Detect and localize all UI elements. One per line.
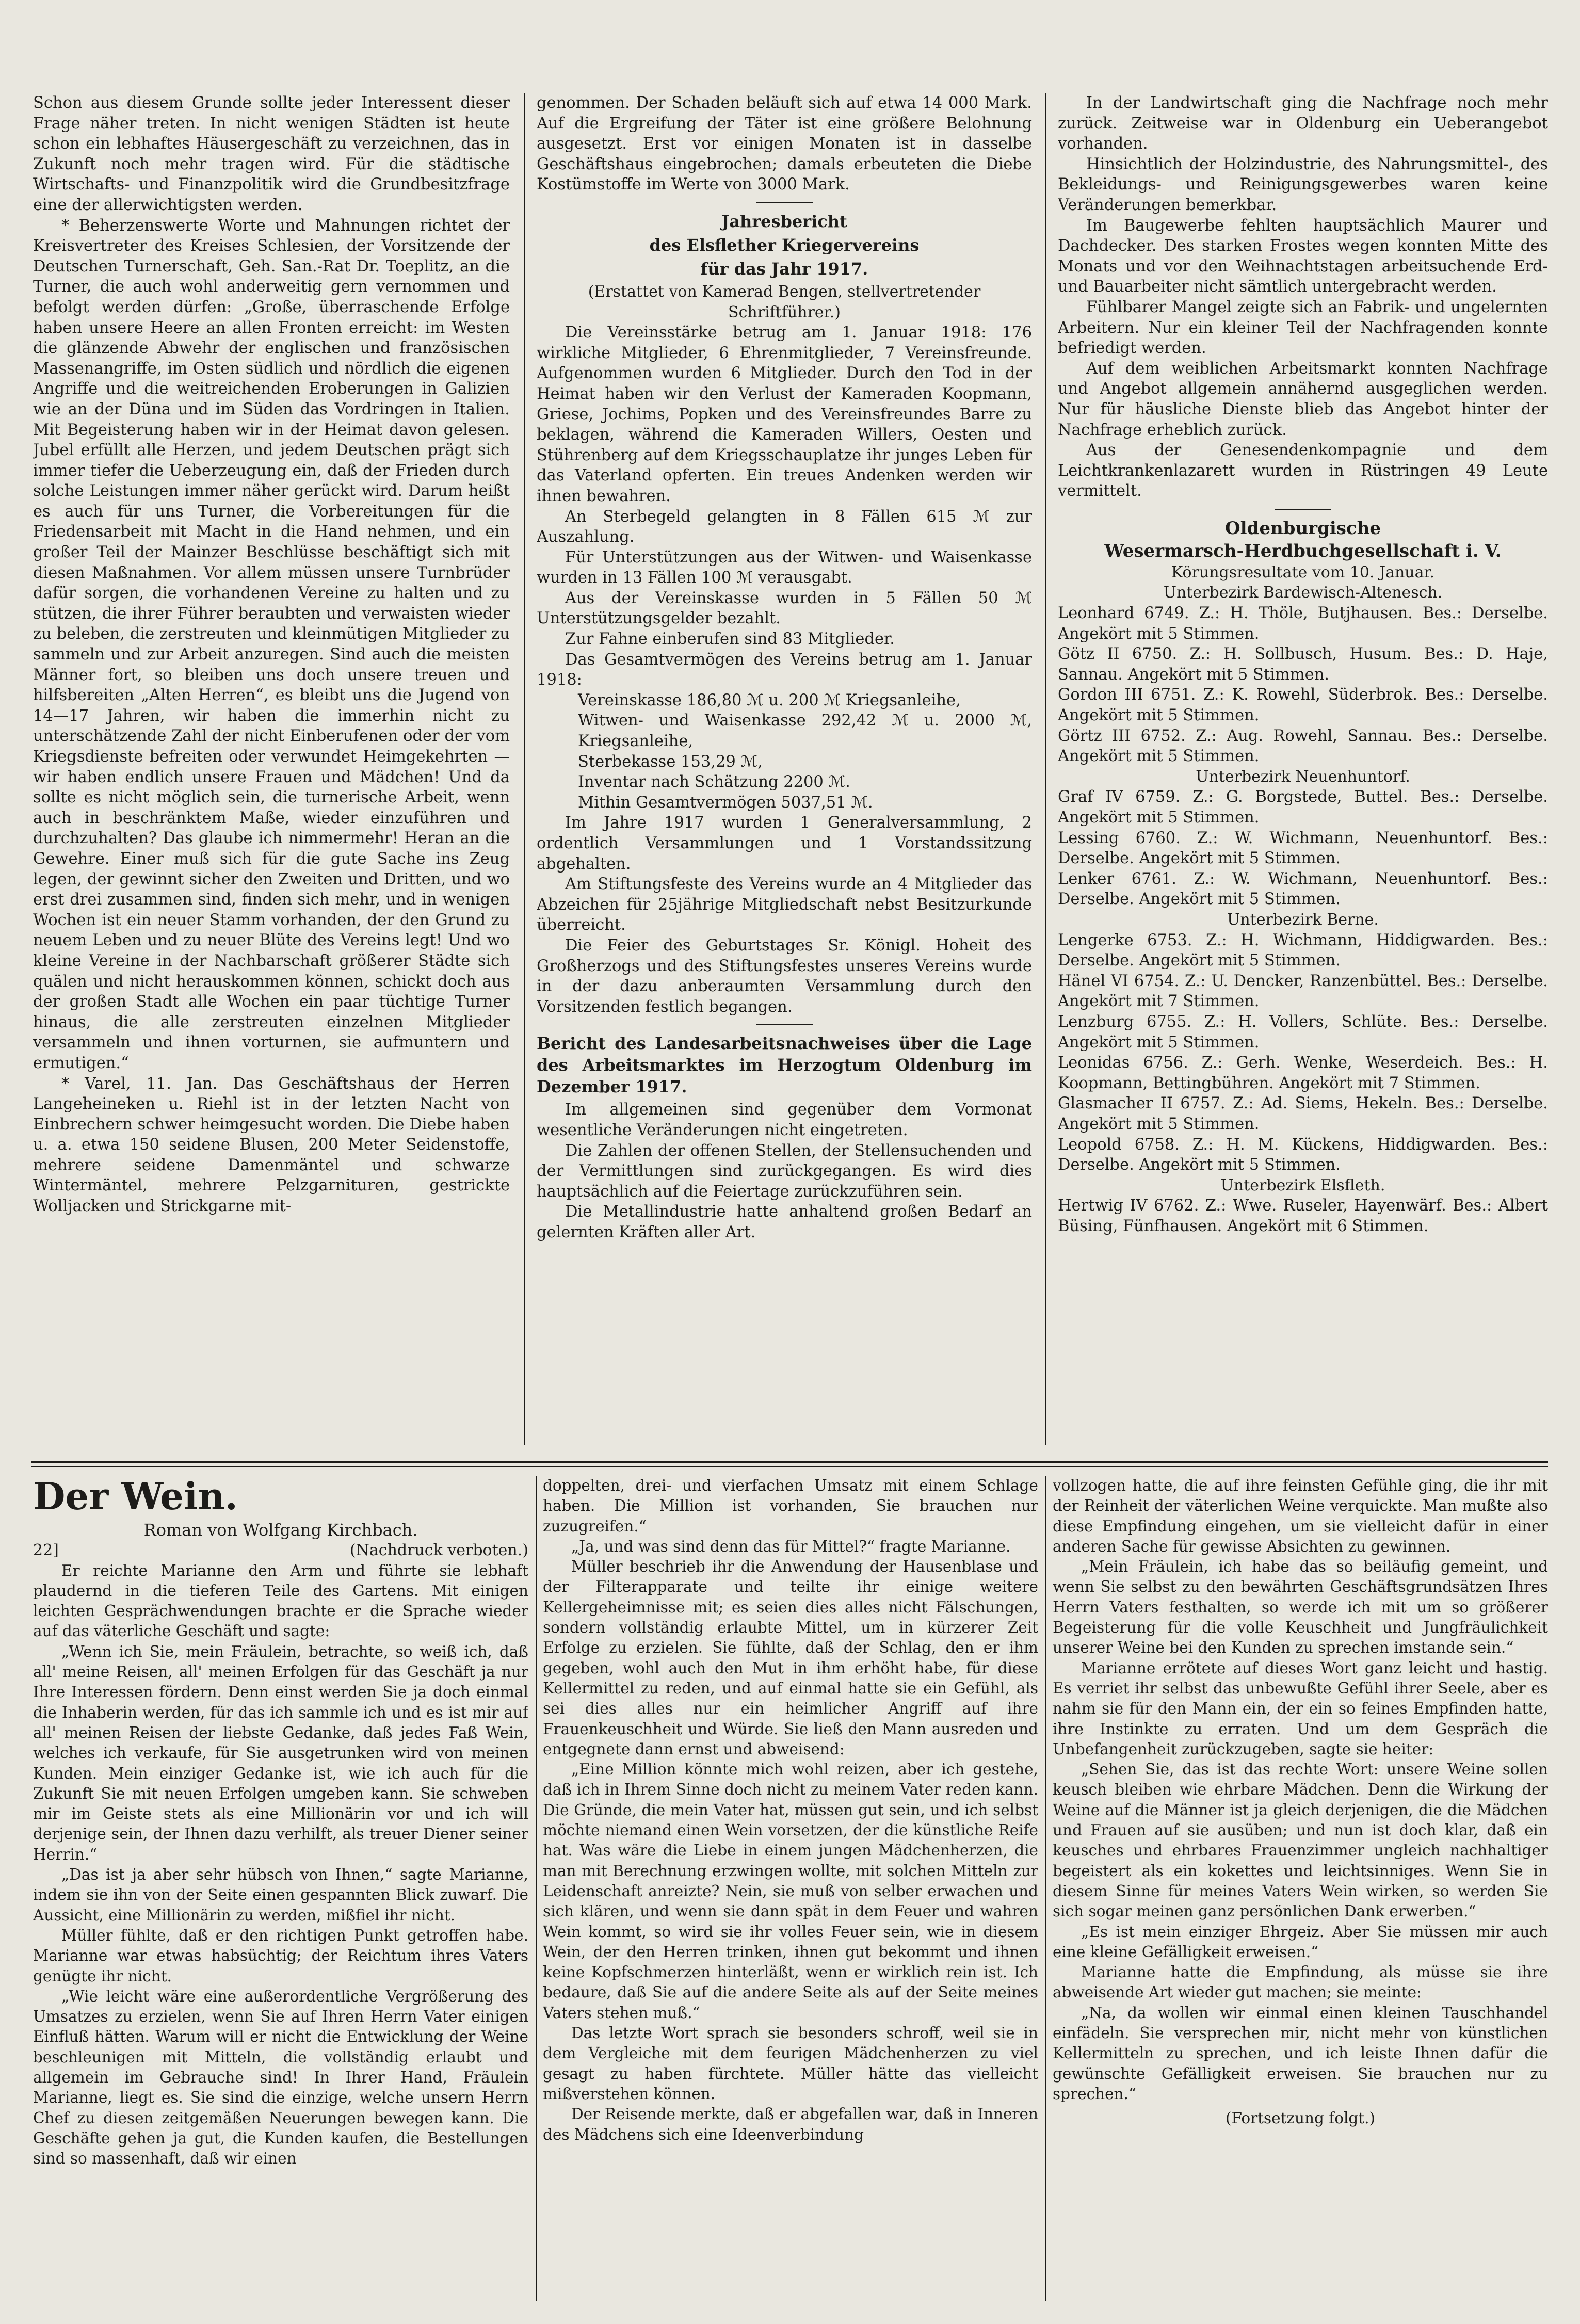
- herd-entry: Hertwig IV 6762. Z.: Wwe. Ruseler, Hayenwärf. Bes.: Albert Büsing, Fünfhausen. Angekört mit 6 Stimmen.: [1058, 1197, 1548, 1235]
- novel-paragraph: Müller beschrieb ihr die Anwendung der Hausenblase und der Filterapparate und teilte ihr einige weitere Kellergeheimnisse mit; es seien dies alles nicht Fälschungen, sondern vollständig erlaubte Mittel, um in kürzerer Zeit Erfolge zu erzielen. Sie fühlte, daß der Schlag, den er ihm gegeben, wohl auch den Mut in ihm erhöht habe, für diese Kellermittel zu reden, und auf einmal hatte sie ein Gefühl, als sei dies alles nur ein heimlicher Angriff auf ihre Frauenkeuschheit und Würde. Sie ließ den Mann ausreden und entgegnete dann ernst und abweisend:: [543, 1558, 1038, 1758]
- novel-paragraph: „Wenn ich Sie, mein Fräulein, betrachte, so weiß ich, daß all' meine Reisen, all' meinen Erfolgen für das Geschäft ja nur Ihre Interessen fördern. Denn einst werden Sie ja doch einmal die Inhaberin werden, für das ich sammle ich und es ist mir auf all' meinen Reisen der liebste Gedanke, daß jedes Faß Wein, welches ich verkaufe, für Sie ausgetrunken wird von meinen Kunden. Mein einziger Gedanke ist, wie ich auch für die Zukunft Sie mit neuen Erfolgen umgeben kann. Sie schweben mir im Geiste stets als eine Millionärin vor und ich will derjenige sein, der Ihnen dazu verhilft, als treuer Diener seiner Herrin.“: [33, 1642, 528, 1863]
- novel-paragraph: „Mein Fräulein, ich habe das so beiläufig gemeint, und wenn Sie selbst zu den bewährten Geschäftsgrundsätzen Ihres Herrn Vaters festhalten, so werde ich mit um so größerer Begeisterung für die volle Keuschheit und Jungfräulichkeit unserer Weine bei den Kunden zu sprechen imstande sein.“: [1053, 1558, 1548, 1657]
- novel-paragraph: Marianne hatte die Empfindung, als müsse sie ihre abweisende Art wieder gut machen; sie meinte:: [1053, 1963, 1548, 2002]
- novel-paragraph: „Es ist mein einziger Ehrgeiz. Aber Sie müssen mir auch eine kleine Gefälligkeit erweisen.“: [1053, 1923, 1548, 1961]
- article-paragraph: * Varel, 11. Jan. Das Geschäftshaus der Herren Langeheineken u. Riehl ist in der letzten Nacht von Einbrechern schwer heimgesucht worden. Die Diebe haben u. a. etwa 150 seidene Blusen, 200 Meter Seidenstoffe, mehrere seidene Damenmäntel und schwarze Wintermäntel, mehrere Pelzgarnituren, gestrickte Wolljacken und Strickgarne mit-: [33, 1074, 510, 1216]
- article-paragraph: genommen. Der Schaden beläuft sich auf etwa 14 000 Mark. Auf die Ergreifung der Täter ist eine größere Belohnung ausgesetzt. Erst vor einigen Monaten ist in dasselbe Geschäftshaus eingebrochen; damals erbeuteten die Diebe Kostümstoffe im Werte von 3000 Mark.: [537, 94, 1032, 194]
- novel-paragraph: vollzogen hatte, die auf ihre feinsten Gefühle ging, die ihr mit der Reinheit der väterlichen Weine verquickte. Man mußte also diese Empfindung eingehen, um sie vielleicht dafür in einer anderen Sache für gewisse Absichten zu gewinnen.: [1053, 1477, 1548, 1555]
- novel-paragraph: „Wie leicht wäre eine außerordentliche Vergrößerung des Umsatzes zu erzielen, wenn Sie auf Ihren Herrn Vater einigen Einfluß hätten. Warum will er nicht die Entwicklung der Weine beschleunigen mit Mitteln, die vollständig erlaubt und allgemein im Gebrauche sind! In Ihrer Hand, Fräulein Marianne, liegt es. Sie sind die einzige, welche unsern Herrn Chef zu diesen zeitgemäßen Neuerungen bewegen kann. Die Geschäfte gehen ja gut, die Kunden kaufen, die Bestellungen sind so massenhaft, daß wir einen: [33, 1987, 528, 2168]
- column-2: [537, 93, 1032, 1434]
- article-paragraph: Auf dem weiblichen Arbeitsmarkt konnten Nachfrage und Angebot allgemein annähernd ausgeglichen werden. Nur für häusliche Dienste blieb das Angebot hinter der Nachfrage erheblich zurück.: [1058, 359, 1548, 439]
- article-paragraph: Für Unterstützungen aus der Witwen- und Waisenkasse wurden in 13 Fällen 100 ℳ verausgabt.: [537, 548, 1032, 587]
- asset-item: Vereinskasse 186,80 ℳ u. 200 ℳ Kriegsanleihe,: [578, 691, 961, 709]
- article-paragraph: An Sterbegeld gelangten in 8 Fällen 615 ℳ zur Auszahlung.: [537, 507, 1032, 546]
- section-heading: Unterbezirk Elsfleth.: [1220, 1176, 1385, 1195]
- column-divider: [1045, 93, 1046, 1445]
- column-divider: [1045, 1476, 1046, 2301]
- herd-entry: Götz II 6750. Z.: H. Sollbusch, Husum. Bes.: D. Haje, Sannau. Angekört mit 5 Stimmen.: [1058, 645, 1548, 684]
- report-title-line: für das Jahr 1917.: [700, 259, 868, 279]
- article-paragraph: Fühlbarer Mangel zeigte sich an Fabrik- und ungelernten Arbeitern. Nur ein kleiner Teil der Nachfragenden konnte befriedigt werden.: [1058, 298, 1548, 358]
- herd-entry: Lengerke 6753. Z.: H. Wichmann, Hiddigwarden. Bes.: Derselbe. Angekört mit 5 Stimmen.: [1058, 931, 1548, 970]
- article-paragraph: Die Vereinsstärke betrug am 1. Januar 1918: 176 wirkliche Mitglieder, 6 Ehrenmitglieder, 7 Vereinsfreunde. Aufgenommen wurden 6 Mitglieder. Durch den Tod in der Heimat haben wir den Verlust der Kameraden Koopmann, Griese, Jochims, Popken und des Vereinsfreundes Barre zu beklagen, während die Kameraden Willers, Oesten und Stührenberg auf dem Kriegsschauplatze ihr junges Leben für das Vaterland opferten. Ein treues Andenken werden wir ihnen bewahren.: [537, 324, 1032, 505]
- article-paragraph: Die Zahlen der offenen Stellen, der Stellensuchenden und der Vermittlungen sind zurückgegangen. Es wird dies hauptsächlich auf die Feiertage zurückzuführen sein.: [537, 1141, 1032, 1201]
- article-paragraph: Im Jahre 1917 wurden 1 Generalversammlung, 2 ordentlich Versammlungen und 1 Vorstandssitzung abgehalten.: [537, 814, 1032, 873]
- article-paragraph: Aus der Vereinskasse wurden in 5 Fällen 50 ℳ Unterstützungsgelder bezahlt.: [537, 589, 1032, 628]
- article-paragraph: Hinsichtlich der Holzindustrie, des Nahrungsmittel-, des Bekleidungs- und Reinigungsgewerbes waren keine Veränderungen bemerkbar.: [1058, 155, 1548, 214]
- herd-title-line: Wesermarsch-Herdbuchgesellschaft i. V.: [1104, 540, 1502, 561]
- article-paragraph: Am Stiftungsfeste des Vereins wurde an 4 Mitglieder das Abzeichen für 25jährige Mitgliedschaft nebst Besitzurkunde überreicht.: [537, 875, 1032, 934]
- asset-item: Mithin Gesamtvermögen 5037,51 ℳ.: [578, 793, 873, 812]
- installment-number: 22]: [33, 1541, 59, 1560]
- article-paragraph: Die Feier des Geburtstages Sr. Königl. Hoheit des Großherzogs und des Stiftungsfestes unseres Vereins wurde in der dazu anberaumten Versammlung durch den Vorsitzenden festlich begangen.: [537, 936, 1032, 1016]
- herd-entry: Lenker 6761. Z.: W. Wichmann, Neuenhuntorf. Bes.: Derselbe. Angekört mit 5 Stimmen.: [1058, 869, 1548, 909]
- reprint-notice: (Nachdruck verboten.): [349, 1541, 528, 1560]
- novel-paragraph: „Eine Million könnte mich wohl reizen, aber ich gestehe, daß ich in Ihrem Sinne doch nicht zu meinem Vater reden kann. Die Gründe, die mein Vater hat, müssen gut sein, und ich selbst möchte niemand einen Wein vorsetzen, der die künstliche Reife hat. Was wäre die Liebe in einem jungen Mädchenherzen, die man mit Berechnung erzwingen wollte, mit solchen Mitteln zur Leidenschaft anreizte? Nein, sie muß von selber erwachen und sich klären, und wenn sie dann spät in dem Feuer und wahren Wein kommt, so wird sie ihr volles Feuer sein, wie in diesem Wein, der den Herren trinken, ihnen gut bekommt und ihnen keine Kopfschmerzen hinterläßt, wenn er wirklich rein ist. Ich bedaure, daß Sie auf die andere Seite als auf der Seite meines Vaters stehen muß.“: [543, 1761, 1038, 2022]
- article-paragraph: Die Metallindustrie hatte anhaltend großen Bedarf an gelernten Kräften aller Art.: [537, 1203, 1032, 1241]
- report-title-line: des Elsflether Kriegervereins: [649, 235, 920, 255]
- column-1: [33, 93, 510, 1434]
- column-divider: [524, 93, 525, 1445]
- report-subtitle: (Erstattet von Kamerad Bengen, stellvertretender Schriftführer.): [588, 282, 981, 321]
- novel-paragraph: Er reichte Marianne den Arm und führte sie lebhaft plaudernd in die tieferen Teile des Gartens. Mit einigen leichten Gesprächwendungen brachte er die Sprache wieder auf das väterliche Geschäft und sagte:: [33, 1561, 528, 1640]
- novel-paragraph: Müller fühlte, daß er den richtigen Punkt getroffen habe. Marianne war etwas habsüchtig; der Reichtum ihres Vaters genügte ihr nicht.: [33, 1926, 528, 1985]
- novel-paragraph: „Sehen Sie, das ist das rechte Wort: unsere Weine sollen keusch bleiben wie ehrbare Mädchen. Denn die Wirkung der Weine auf die Männer ist ja gleich derjenigen, die die Mädchen und Frauen auf sie ausüben; und nun ist doch klar, daß ein keusches und ehrbares Frauenzimmer ungleich nachhaltiger begeistert als ein kokettes und leichtsinniges. Wenn Sie in diesem Sinne für meines Vaters Wein wirken, so werden Sie sich sogar meinen ganz persönlichen Dank erwerben.“: [1053, 1761, 1548, 1920]
- article-paragraph: Schon aus diesem Grunde sollte jeder Interessent dieser Frage näher treten. In nicht wenigen Städten ist heute schon ein lebhaftes Häusergeschäft zu verzeichnen, das in Zukunft noch mehr tragen wird. Für die städtische Wirtschafts- und Finanzpolitik wird die Grundbesitzfrage eine der allerwichtigsten werden.: [33, 94, 510, 214]
- novel-paragraph: doppelten, drei- und vierfachen Umsatz mit einem Schlage haben. Die Million ist vorhanden, Sie brauchen nur zuzugreifen.“: [543, 1477, 1038, 1535]
- herd-entry: Graf IV 6759. Z.: G. Borgstede, Buttel. Bes.: Derselbe. Angekört mit 5 Stimmen.: [1058, 788, 1548, 827]
- novel-paragraph: „Das ist ja aber sehr hübsch von Ihnen,“ sagte Marianne, indem sie ihn von der Seite einen gespannten Blick zuwarf. Die Aussicht, eine Millionärin zu werden, mißfiel ihr nicht.: [33, 1866, 528, 1924]
- section-heading: Unterbezirk Neuenhuntorf.: [1196, 767, 1410, 786]
- feuilleton-rule: [31, 1461, 1548, 1463]
- novel-paragraph: „Ja, und was sind denn das für Mittel?“ fragte Marianne.: [571, 1537, 1011, 1555]
- herd-entry: Görtz III 6752. Z.: Aug. Rowehl, Sannau. Bes.: Derselbe. Angekört mit 5 Stimmen.: [1058, 727, 1548, 766]
- novel-author: Roman von Wolfgang Kirchbach.: [143, 1520, 418, 1540]
- asset-item: Witwen- und Waisenkasse 292,42 ℳ u. 2000 ℳ, Kriegsanleihe,: [578, 712, 1032, 751]
- labor-report-title: Bericht des Landesarbeitsnachweises über die Lage des Arbeitsmarktes im Herzogtum Oldenburg im Dezember 1917.: [537, 1034, 1032, 1097]
- section-heading: Unterbezirk Berne.: [1227, 910, 1379, 929]
- section-heading: Unterbezirk Bardewisch-Altenesch.: [1163, 584, 1443, 602]
- article-paragraph: Im allgemeinen sind gegenüber dem Vormonat wesentliche Veränderungen nicht eingetreten.: [537, 1101, 1032, 1139]
- herd-entry: Leonhard 6749. Z.: H. Thöle, Butjhausen. Bes.: Derselbe. Angekört mit 5 Stimmen.: [1058, 604, 1548, 643]
- article-paragraph: Zur Fahne einberufen sind 83 Mitglieder.: [565, 630, 895, 649]
- column-3: [1058, 93, 1548, 1434]
- asset-item: Sterbekasse 153,29 ℳ,: [578, 752, 763, 771]
- herd-entry: Lenzburg 6755. Z.: H. Vollers, Schlüte. Bes.: Derselbe. Angekört mit 5 Stimmen.: [1058, 1012, 1548, 1052]
- article-paragraph: Aus der Genesendenkompagnie und dem Leichtkrankenlazarett wurden in Rüstringen 49 Leute vermittelt.: [1058, 441, 1548, 501]
- novel-paragraph: Das letzte Wort sprach sie besonders schroff, weil sie in dem Vergleiche mit dem feurigen Mädchenherzen zu viel gesagt zu haben fürchtete. Müller hätte das vielleicht mißverstehen können.: [543, 2024, 1038, 2103]
- separator: [1275, 509, 1331, 510]
- herd-entry: Lessing 6760. Z.: W. Wichmann, Neuenhuntorf. Bes.: Derselbe. Angekört mit 5 Stimmen.: [1058, 829, 1548, 868]
- separator: [756, 1024, 813, 1025]
- article-paragraph: Im Baugewerbe fehlten hauptsächlich Maurer und Dachdecker. Des starken Frostes wegen konnten Mitte des Monats und vor den Weihnachtstagen arbeitsuchende Erd- und Bauarbeiter nicht sämtlich untergebracht werden.: [1058, 216, 1548, 296]
- article-paragraph: Das Gesamtvermögen des Vereins betrug am 1. Januar 1918:: [537, 650, 1032, 689]
- separator: [756, 202, 813, 203]
- herd-entry: Hänel VI 6754. Z.: U. Dencker, Ranzenbüttel. Bes.: Derselbe. Angekört mit 7 Stimmen.: [1058, 972, 1548, 1011]
- novel-column-2: [543, 1476, 1038, 2301]
- report-title-line: Jahresbericht: [721, 211, 847, 231]
- feuilleton-rule-thin: [31, 1466, 1548, 1467]
- article-paragraph: In der Landwirtschaft ging die Nachfrage noch mehr zurück. Zeitweise war in Oldenburg ein Ueberangebot vorhanden.: [1058, 94, 1548, 153]
- novel-title: Der Wein.: [33, 1476, 238, 1518]
- novel-column-3: [1053, 1476, 1548, 2301]
- novel-paragraph: Der Reisende merkte, daß er abgefallen war, daß in Inneren des Mädchens sich eine Ideenverbindung: [543, 2105, 1038, 2143]
- asset-item: Inventar nach Schätzung 2200 ℳ.: [578, 773, 850, 792]
- asset-list: [537, 690, 1032, 813]
- novel-column-1: [33, 1476, 528, 2301]
- novel-meta: [33, 1540, 528, 1560]
- herd-entry: Leopold 6758. Z.: H. M. Kückens, Hiddigwarden. Bes.: Derselbe. Angekört mit 5 Stimmen.: [1058, 1135, 1548, 1174]
- article-paragraph: * Beherzenswerte Worte und Mahnungen richtet der Kreisvertreter des Kreises Schlesien, der Vorsitzende der Deutschen Turnerschaft, Geh. San.-Rat Dr. Toeplitz, an die Turner, die auch wohl anderweitig gern vernommen und befolgt werden dürfen: „Große, überraschende Erfolge haben unsere Heere an allen Fronten erreicht: im Westen die glänzende Abwehr der englischen und französischen Massenangriffe, im Osten südlich und nördlich die eigenen Angriffe und die weitreichenden Eroberungen in Galizien wie an der Düna und im Süden das Vordringen in Italien. Mit Begeisterung haben wir in der Heimat davon gelesen. Jubel erfüllt alle Herzen, und jedem Deutschen prägt sich immer tiefer die Ueberzeugung ein, daß der Frieden durch solche Leistungen immer näher gerückt wird. Darum heißt es auch für uns Turner, die Vorbereitungen für die Friedensarbeit mit Macht in die Hand nehmen, und ein großer Teil der Mainzer Beschlüsse beschäftigt sich mit diesen Maßnahmen. Vor allem müssen unsere Turnbrüder dafür sorgen, die vorhandenen Vereine zu halten und zu stützen, die ihrer Führer beraubten und verwaisten wieder zu beleben, die zerstreuten und kleinmütigen Mitglieder zu sammeln und zur Arbeit anzuregen. Sind auch die meisten Männer fort, so bleiben uns doch unsere treuen und hilfsbereiten „Alten Herren“, es bleibt uns die Jugend von 14—17 Jahren, wir haben die immerhin nicht zu unterschätzende Zahl der nicht Einberufenen oder der vom Kriegsdienste befreiten oder verwundet Heimgekehrten — wir haben endlich unsere Frauen und Mädchen! Und da sollte es nicht möglich sein, die turnerische Arbeit, wenn auch in beschränktem Maße, wieder einzuführen und durchzuhalten? Das glaube ich nimmermehr! Heran an die Gewehre. Einer muß sich für die gute Sache ins Zeug legen, der gewinnt sicher den Zweiten und Dritten, und wo erst drei zusammen sind, finden sich mehr, und in wenigen Wochen ist ein neuer Stamm vorhanden, der den Grund zu neuem Leben und zu neuer Blüte des Vereins legt! Und wo kleine Vereine in der Nachbarschaft größerer Städte sich quälen und nicht herauskommen können, schickt doch aus der großen Stadt alle Wochen ein paar tüchtige Turner hinaus, die alle zerstreuten einzelnen Mitglieder versammeln und ihnen vorturnen, sie aufmuntern und ermutigen.“: [33, 216, 510, 1072]
- herd-title-line: Oldenburgische: [1225, 518, 1381, 539]
- herd-entry: Leonidas 6756. Z.: Gerh. Wenke, Weserdeich. Bes.: H. Koopmann, Bettingbühren. Angekört mit 7 Stimmen.: [1058, 1054, 1548, 1092]
- herd-entry: Glasmacher II 6757. Z.: Ad. Siems, Hekeln. Bes.: Derselbe. Angekört mit 5 Stimmen.: [1058, 1094, 1548, 1133]
- herd-subtitle: Körungsresultate vom 10. Januar.: [1171, 563, 1435, 582]
- continued-notice: (Fortsetzung folgt.): [1225, 2109, 1376, 2127]
- herd-entry: Gordon III 6751. Z.: K. Rowehl, Süderbrok. Bes.: Derselbe. Angekört mit 5 Stimmen.: [1058, 686, 1548, 725]
- novel-paragraph: Marianne errötete auf dieses Wort ganz leicht und hastig. Es verriet ihr selbst das unbewußte Gefühl ihrer Seele, aber es nahm sie für den Mann ein, der ein so feines Empfinden hatte, ihre Instinkte zu erraten. Und um dem Gespräch die Unbefangenheit zurückzugeben, sagte sie heiter:: [1053, 1659, 1548, 1758]
- column-divider: [536, 1476, 537, 2301]
- novel-paragraph: „Na, da wollen wir einmal einen kleinen Tauschhandel einfädeln. Sie versprechen mir, nicht mehr von künstlichen Kellermitteln zu sprechen, und ich leiste Ihnen dafür die gewünschte Gefälligkeit erweisen. Sie brauchen nur zu sprechen.“: [1053, 2004, 1548, 2103]
